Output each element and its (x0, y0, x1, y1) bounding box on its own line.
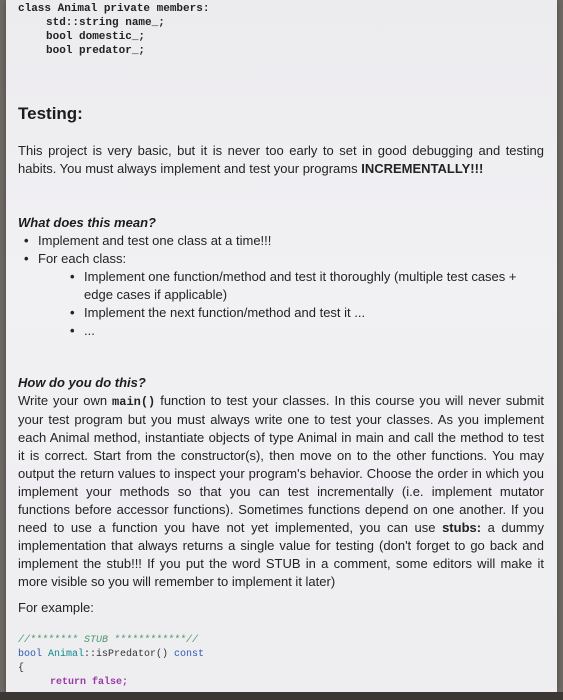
code-line (18, 676, 204, 690)
code-class: Animal (48, 649, 85, 660)
list-item (24, 250, 544, 268)
code-text: bool predator_; (46, 45, 146, 57)
code-line (18, 2, 209, 16)
bottom-edge (0, 692, 563, 700)
code-keyword: bool (18, 649, 49, 660)
list-item-text: ... (84, 323, 95, 338)
how-text: a dummy implementation that always returns a single value for testing (don't forget to go back and implement the stub!!! If you put the word STUB in a comment, some editors will make it more visible so you will remember to implement it later) (18, 520, 545, 589)
bullet-list (24, 232, 544, 268)
list-item (70, 322, 548, 340)
intro-paragraph (18, 142, 544, 178)
main-code: main() (112, 395, 156, 409)
how-heading: How do you do this? (18, 375, 146, 390)
code-line (18, 634, 204, 648)
intro-text: This project is very basic, but it is never too early to set in good debugging and testing habits. You must always implement and test your programs (18, 143, 544, 176)
code-snippet-members (18, 2, 209, 58)
list-item (70, 268, 548, 304)
list-item-text: Implement and test one class at a time!!! (38, 233, 272, 248)
code-text: class Animal private members: (18, 3, 210, 15)
what-heading: What does this mean? (18, 215, 156, 230)
list-item-text: Implement one function/method and test it thoroughly (multiple test cases + edge cases if applicable) (84, 269, 517, 302)
code-line (18, 16, 209, 30)
list-item (24, 232, 544, 250)
sub-bullet-list (70, 268, 548, 340)
code-return: return false; (50, 677, 129, 688)
code-brace: { (18, 663, 25, 674)
how-text: function to test your classes. In this course you will never submit your test program but you must always write one to test your classes. As you implement each Animal method, instantiate objects of type Animal in main and call the method to test it is correct. Start from the constructor(s), then move on to the other functions. You may output the return values to inspect your program's behavior. Choose the order in which you implement your methods so that you can test incrementally (i.e. implement mutator functions before accessor functions). Sometimes functions depend on one another. If you need to use a function you have not yet implemented, you can use (18, 393, 544, 535)
code-line (18, 662, 204, 676)
code-comment: //******** STUB ************// (18, 635, 199, 646)
how-paragraph (18, 392, 544, 591)
code-line (18, 30, 209, 44)
how-text: Write your own (18, 393, 113, 408)
example-label: For example: (18, 600, 94, 615)
code-text: bool domestic_; (46, 31, 146, 43)
code-text: ::isPredator() (84, 649, 175, 660)
code-text: std::string name_; (46, 17, 165, 29)
code-line (18, 648, 204, 662)
list-item-text: For each class: (38, 251, 127, 266)
code-keyword: const (174, 649, 205, 660)
stubs-term: stubs: (442, 520, 482, 535)
list-item-text: Implement the next function/method and test it ... (84, 305, 366, 320)
intro-emphasis: INCREMENTALLY!!! (361, 161, 484, 176)
code-snippet-stub (18, 634, 204, 690)
testing-heading: Testing: (18, 104, 83, 123)
list-item (70, 304, 548, 322)
document-page (6, 0, 557, 692)
code-line (18, 44, 209, 58)
